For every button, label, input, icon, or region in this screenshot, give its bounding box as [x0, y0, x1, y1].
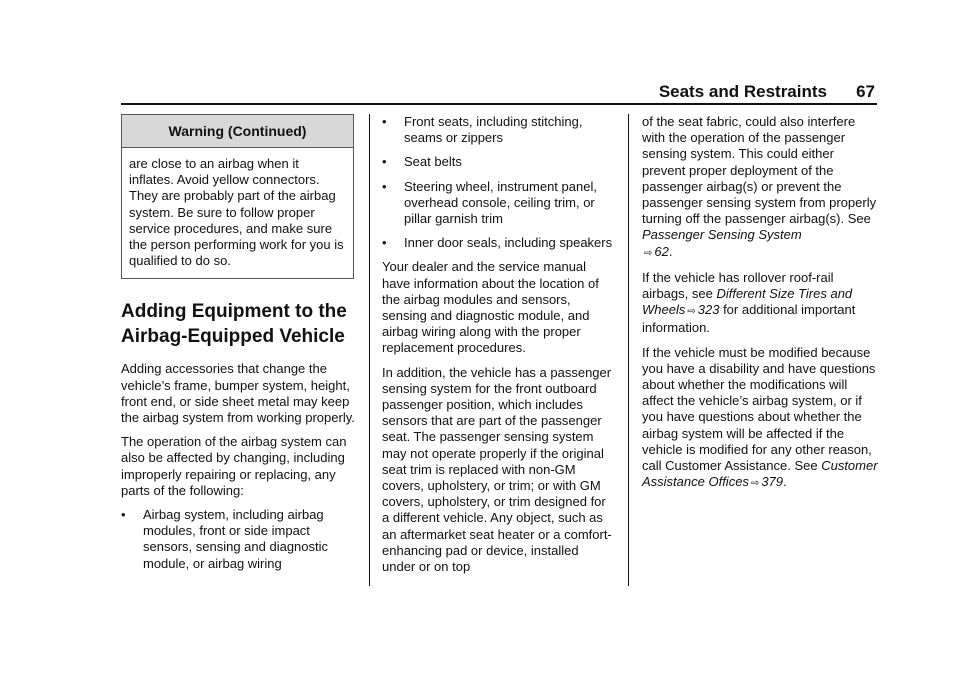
paragraph: The operation of the airbag system can also be affected by changing, including improperly repairing or replacing, any parts of the following: [121, 434, 347, 498]
page-header [121, 80, 877, 104]
page-reference[interactable]: 379 [761, 474, 784, 490]
list-item-text: Seat belts [404, 154, 462, 170]
paragraph-text: If the vehicle must be modified because you have a disability and have questions about whether the modifications will affect the vehicle’s airbag system, or if you have questions about whether the airbag system will be affected if the vehicle is modified for any other reason, call Customer Assistance. See [642, 344, 876, 474]
list-item [382, 154, 614, 170]
list-item-text: Steering wheel, instrument panel, overhead console, ceiling trim, or pillar garnish trim [404, 178, 597, 227]
paragraph-text: If the vehicle has rollover roof-rail airbags, see [642, 269, 834, 302]
list-item [382, 114, 614, 146]
section-title: Adding Equipment to the Airbag-Equipped Vehicle [121, 301, 347, 348]
page-ref-arrow-icon: ⇨ [750, 478, 760, 490]
list-item-text: Inner door seals, including speakers [404, 235, 613, 251]
bullet-mark: • [382, 114, 387, 129]
page-number: 67 [856, 82, 875, 101]
cross-reference-link[interactable]: Passenger Sensing System [642, 227, 802, 243]
list-item [382, 235, 614, 251]
list-item [121, 507, 356, 572]
warning-text: are close to an airbag when it inflates. Avoid yellow connectors. They are probably part of the airbag system. Be sure to follow proper service procedures, and make sure the person performing work for you is qualified to do so. [129, 156, 344, 269]
page-reference[interactable]: 323 [697, 302, 720, 318]
header-rule [121, 103, 877, 105]
warning-box [121, 114, 354, 279]
cross-reference-link[interactable]: Different Size Tires and Wheels [642, 286, 853, 318]
paragraph: Adding accessories that change the vehicle’s frame, bumper system, height, front end, or side sheet metal may keep the airbag system from working properly. [121, 361, 355, 426]
paragraph [642, 345, 878, 493]
page-ref-arrow-icon: ⇨ [644, 247, 653, 259]
column-divider [369, 114, 370, 586]
paragraph: In addition, the vehicle has a passenger sensing system for the front outboard passenger position, which includes sensors that are part of the passenger seat. The passenger sensing system may not operate properly if the original seat trim is replaced with non-GM covers, upholstery, or trim; or with GM covers, upholstery, or trim designed for a different vehicle. Any object, such as an aftermarket seat heater or a comfort-enhancing pad or device, installed under or on top [382, 364, 612, 575]
column-1 [121, 114, 356, 580]
paragraph-text: for additional important information. [642, 302, 856, 336]
punctuation: . [783, 474, 787, 490]
list-item [382, 179, 614, 228]
bullet-mark: • [382, 178, 387, 194]
warning-heading: Warning (Continued) [122, 115, 353, 148]
list-item-text: Front seats, including stitching, seams or zippers [404, 114, 583, 146]
paragraph [642, 270, 878, 337]
bullet-mark: • [121, 507, 126, 523]
column-divider [628, 114, 629, 586]
list-item-text: Airbag system, including airbag modules, front or side impact sensors, sensing and diagnostic module, or airbag wiring [143, 507, 329, 571]
running-title: Seats and Restraints [658, 82, 827, 101]
column-3 [642, 114, 878, 500]
page-ref-arrow-icon: ⇨ [687, 306, 696, 318]
bullet-mark: • [382, 154, 387, 170]
column-2 [382, 114, 614, 583]
paragraph [642, 114, 878, 262]
page-reference[interactable]: 62 [654, 243, 669, 259]
punctuation: . [668, 243, 673, 259]
paragraph-text: of the seat fabric, could also interfere with the operation of the passenger sensing system. This could either prevent proper deployment of the passenger airbag(s) or prevent the passenger sensing system from properly turning off the passenger airbag(s). See [642, 114, 877, 227]
bullet-mark: • [382, 235, 387, 251]
paragraph: Your dealer and the service manual have information about the location of the airbag modules and sensors, sensing and diagnostic module, and airbag wiring along with the proper replacement procedures. [382, 259, 599, 356]
cross-reference-link[interactable]: Customer Assistance Offices [642, 458, 878, 490]
